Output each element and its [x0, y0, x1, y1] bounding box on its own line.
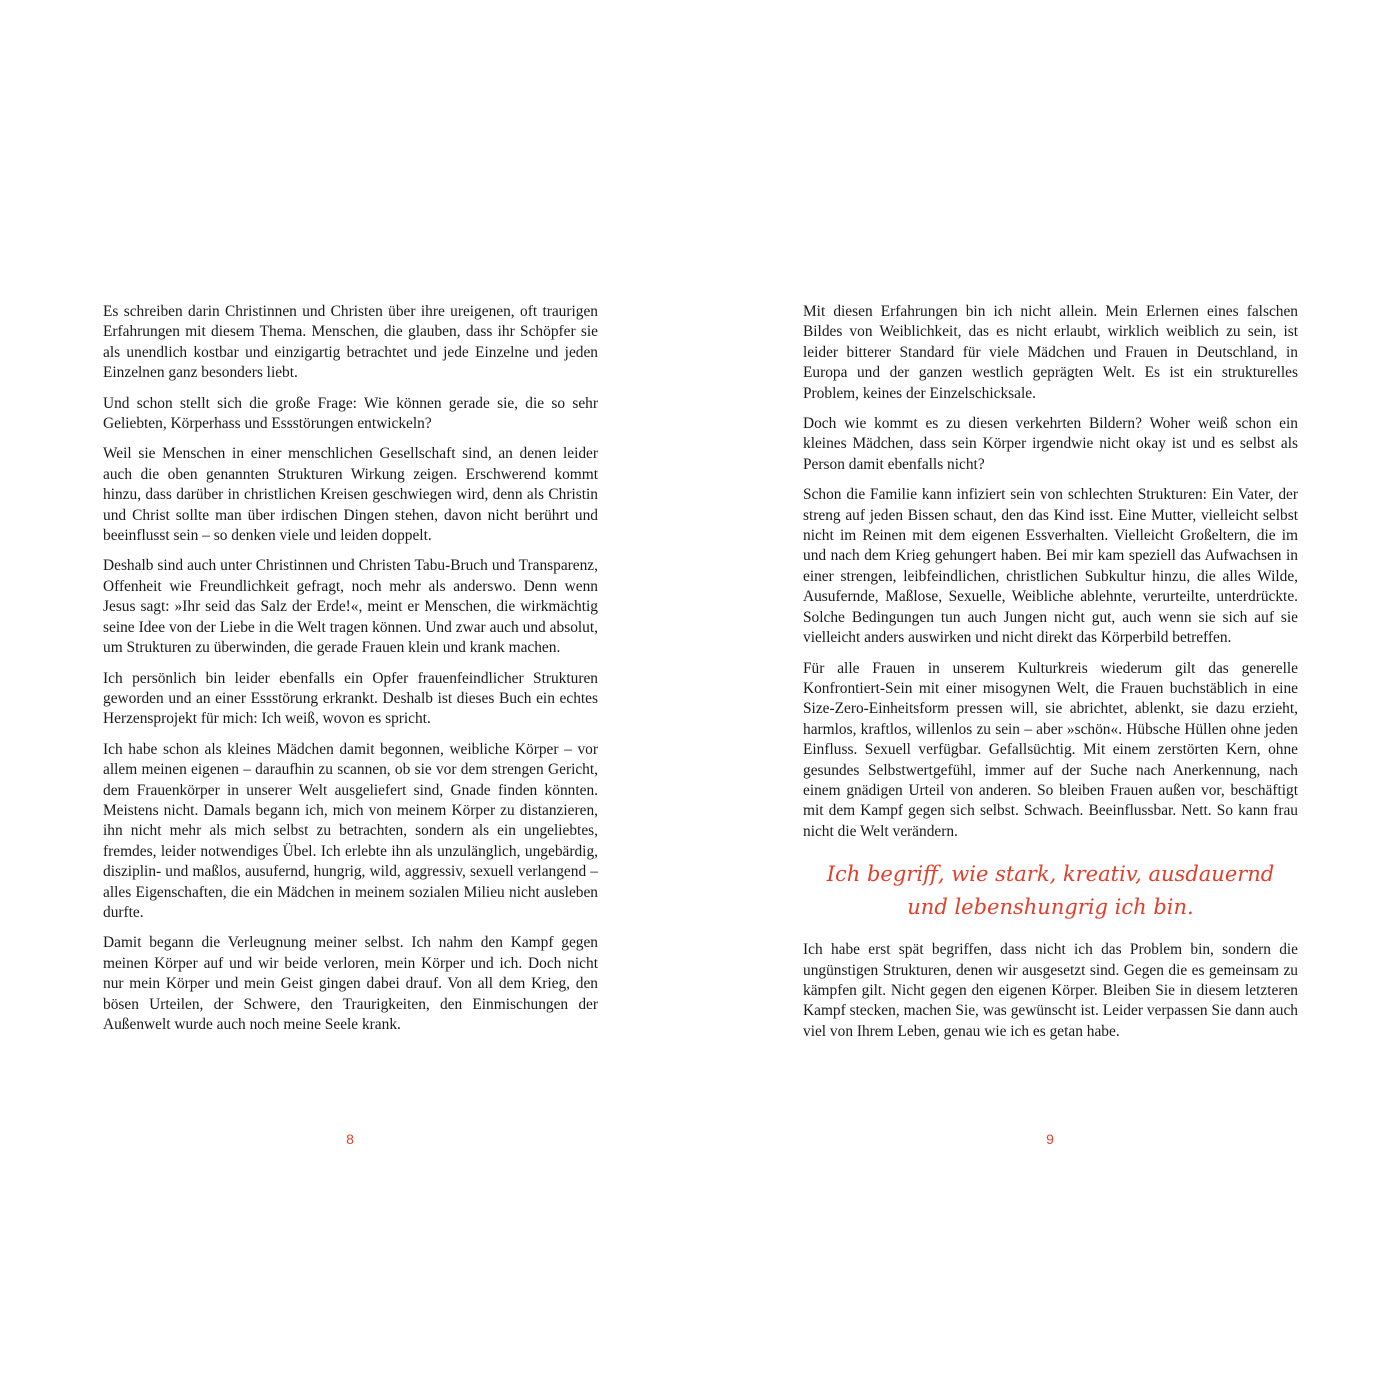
left-paragraph-3: Weil sie Menschen in einer menschlichen Gesellschaft sind, an denen leider auch die oben genannten Strukturen Wirkung zeigen. Erschwerend kommt hinzu, dass darüber in christlichen Kreisen geschwiegen wird, denn als Christin und Christ sollte man über irdischen Dingen stehen, davon nicht berührt und beeinflusst sein – so denken viele und leiden doppelt.: [103, 445, 598, 545]
right-paragraph-4: Für alle Frauen in unserem Kulturkreis wiederum gilt das generelle Konfrontiert-Sein mit einer misogynen Welt, die Frauen buchstäblich in eine Size-Zero-Einheitsform pressen will, sie abrichtet, ablenkt, sie dazu erzieht, harmlos, kraftlos, willenlos zu sein – aber »schön«. Hübsche Hüllen ohne jeden Einfluss. Sexuell verfügbar. Gefallsüchtig. Mit einem zerstörten Kern, ohne gesundes Selbstwertgefühl, immer auf der Suche nach Anerkennung, nach einem gnädigen Urteil von anderen. So bleiben Frauen außen vor, beschäftigt mit dem Kampf gegen sich selbst. Schwach. Beeinflussbar. Nett. So kann frau nicht die Welt verändern.: [803, 659, 1298, 840]
page-number-left: 8: [346, 1131, 354, 1147]
right-paragraph-1: Mit diesen Erfahrungen bin ich nicht allein. Mein Erlernen eines falschen Bildes von Weiblichkeit, das es nicht erlaubt, wirklich weiblich zu sein, ist leider bitterer Standard für viele Mädchen und Frauen in Deutschland, in Europa und der ganzen westlich geprägten Welt. Es ist ein strukturelles Problem, keines der Einzelschicksale.: [803, 303, 1298, 402]
pull-quote: [803, 858, 1298, 924]
right-paragraph-5: Ich habe erst spät begriffen, dass nicht ich das Problem bin, sondern die ungünstigen Strukturen, denen wir ausgesetzt sind. Gegen die es gemeinsam zu kämpfen gilt. Nicht gegen den eigenen Körper. Bleiben Sie in diesem letzteren Kampf stecken, machen Sie, was gewünscht ist. Leider verpassen Sie dann auch viel von Ihrem Leben, genau wie ich es getan habe.: [803, 941, 1298, 1040]
left-paragraph-7: Damit begann die Verleugnung meiner selbst. Ich nahm den Kampf gegen meinen Körper auf und wir beide verloren, mein Körper und ich. Doch nicht nur mein Körper und mein Geist gingen dabei drauf. Von all dem Krieg, den bösen Urteilen, der Schwere, den Traurigkeiten, den Einmischungen der Außenwelt wurde auch noch meine Seele krank.: [103, 934, 598, 1033]
left-paragraph-2: Und schon stellt sich die große Frage: Wie können gerade sie, die so sehr Geliebten, Körperhass und Essstörungen entwickeln?: [103, 394, 598, 433]
left-paragraph-6: Ich habe schon als kleines Mädchen damit begonnen, weibliche Körper – vor allem meinen eigenen – daraufhin zu scannen, ob sie vor dem strengen Gericht, dem Frauenkörper in unserer Welt ausgeliefert sind, Gnade finden könnten. Meistens nicht. Damals begann ich, mich von meinem Körper zu distanzieren, ihn nicht mehr als mich selbst zu betrachten, sondern als ein ungeliebtes, fremdes, leider notwendiges Übel. Ich erlebte ihn als unzulänglich, ungebärdig, disziplin- und maßlos, ausufernd, hungrig, wild, aggressiv, sexuell verlangend – alles Eigenschaften, die ein Mädchen in meinem sozialen Milieu nicht ausleben durfte.: [103, 740, 598, 921]
right-paragraph-3: Schon die Familie kann infiziert sein von schlechten Strukturen: Ein Vater, der streng auf jeden Bissen schaut, den das Kind isst. Eine Mutter, vielleicht selbst nicht im Reinen mit dem eigenen Essverhalten. Vielleicht Großeltern, die im und nach dem Krieg gehungert haben. Bei mir kam speziell das Aufwachsen in einer strengen, leibfeindlichen, christlichen Subkultur hinzu, die alles Wilde, Ausufernde, Maßlose, Sexuelle, Weibliche ablehnte, verurteilte, unterdrückte. Solche Bedingungen tun auch Jungen nicht gut, auch wenn sie sich auf sie vielleicht anders auswirken und nicht direkt das Körperbild betreffen.: [803, 486, 1298, 647]
left-paragraph-5: Ich persönlich bin leider ebenfalls ein Opfer frauenfeindlicher Strukturen geworden und an einer Essstörung erkrankt. Deshalb ist dieses Buch ein echtes Herzensprojekt für mich: Ich weiß, wovon es spricht.: [103, 669, 598, 728]
left-paragraph-1: Es schreiben darin Christinnen und Christen über ihre ureigenen, oft traurigen Erfahrungen mit diesem Thema. Menschen, die glauben, dass ihr Schöpfer sie als unendlich kostbar und einzigartig betrachtet und jede Einzelne und jeden Einzelnen ganz besonders liebt.: [103, 303, 598, 382]
right-page: [803, 302, 1298, 1052]
left-paragraph-4: Deshalb sind auch unter Christinnen und Christen Tabu-Bruch und Transparenz, Offenheit wie Freundlichkeit gefragt, noch mehr als anderswo. Denn wenn Jesus sagt: »Ihr seid das Salz der Erde!«, meint er Menschen, die wirkmächtig seine Idee von der Liebe in die Welt tragen können. Und zwar auch und absolut, um Strukturen zu überwinden, die gerade Frauen klein und krank machen.: [103, 557, 598, 657]
pull-quote-line-1: Ich begriff, wie stark, kreativ, ausdauernd: [826, 862, 1275, 887]
pull-quote-line-2: und lebenshungrig ich bin.: [907, 895, 1194, 920]
left-page: [103, 302, 598, 1045]
page-number-right: 9: [1046, 1131, 1054, 1147]
right-paragraph-2: Doch wie kommt es zu diesen verkehrten Bildern? Woher weiß schon ein kleines Mädchen, dass sein Körper irgendwie nicht okay ist und es selbst als Person damit ebenfalls nicht?: [803, 415, 1298, 473]
